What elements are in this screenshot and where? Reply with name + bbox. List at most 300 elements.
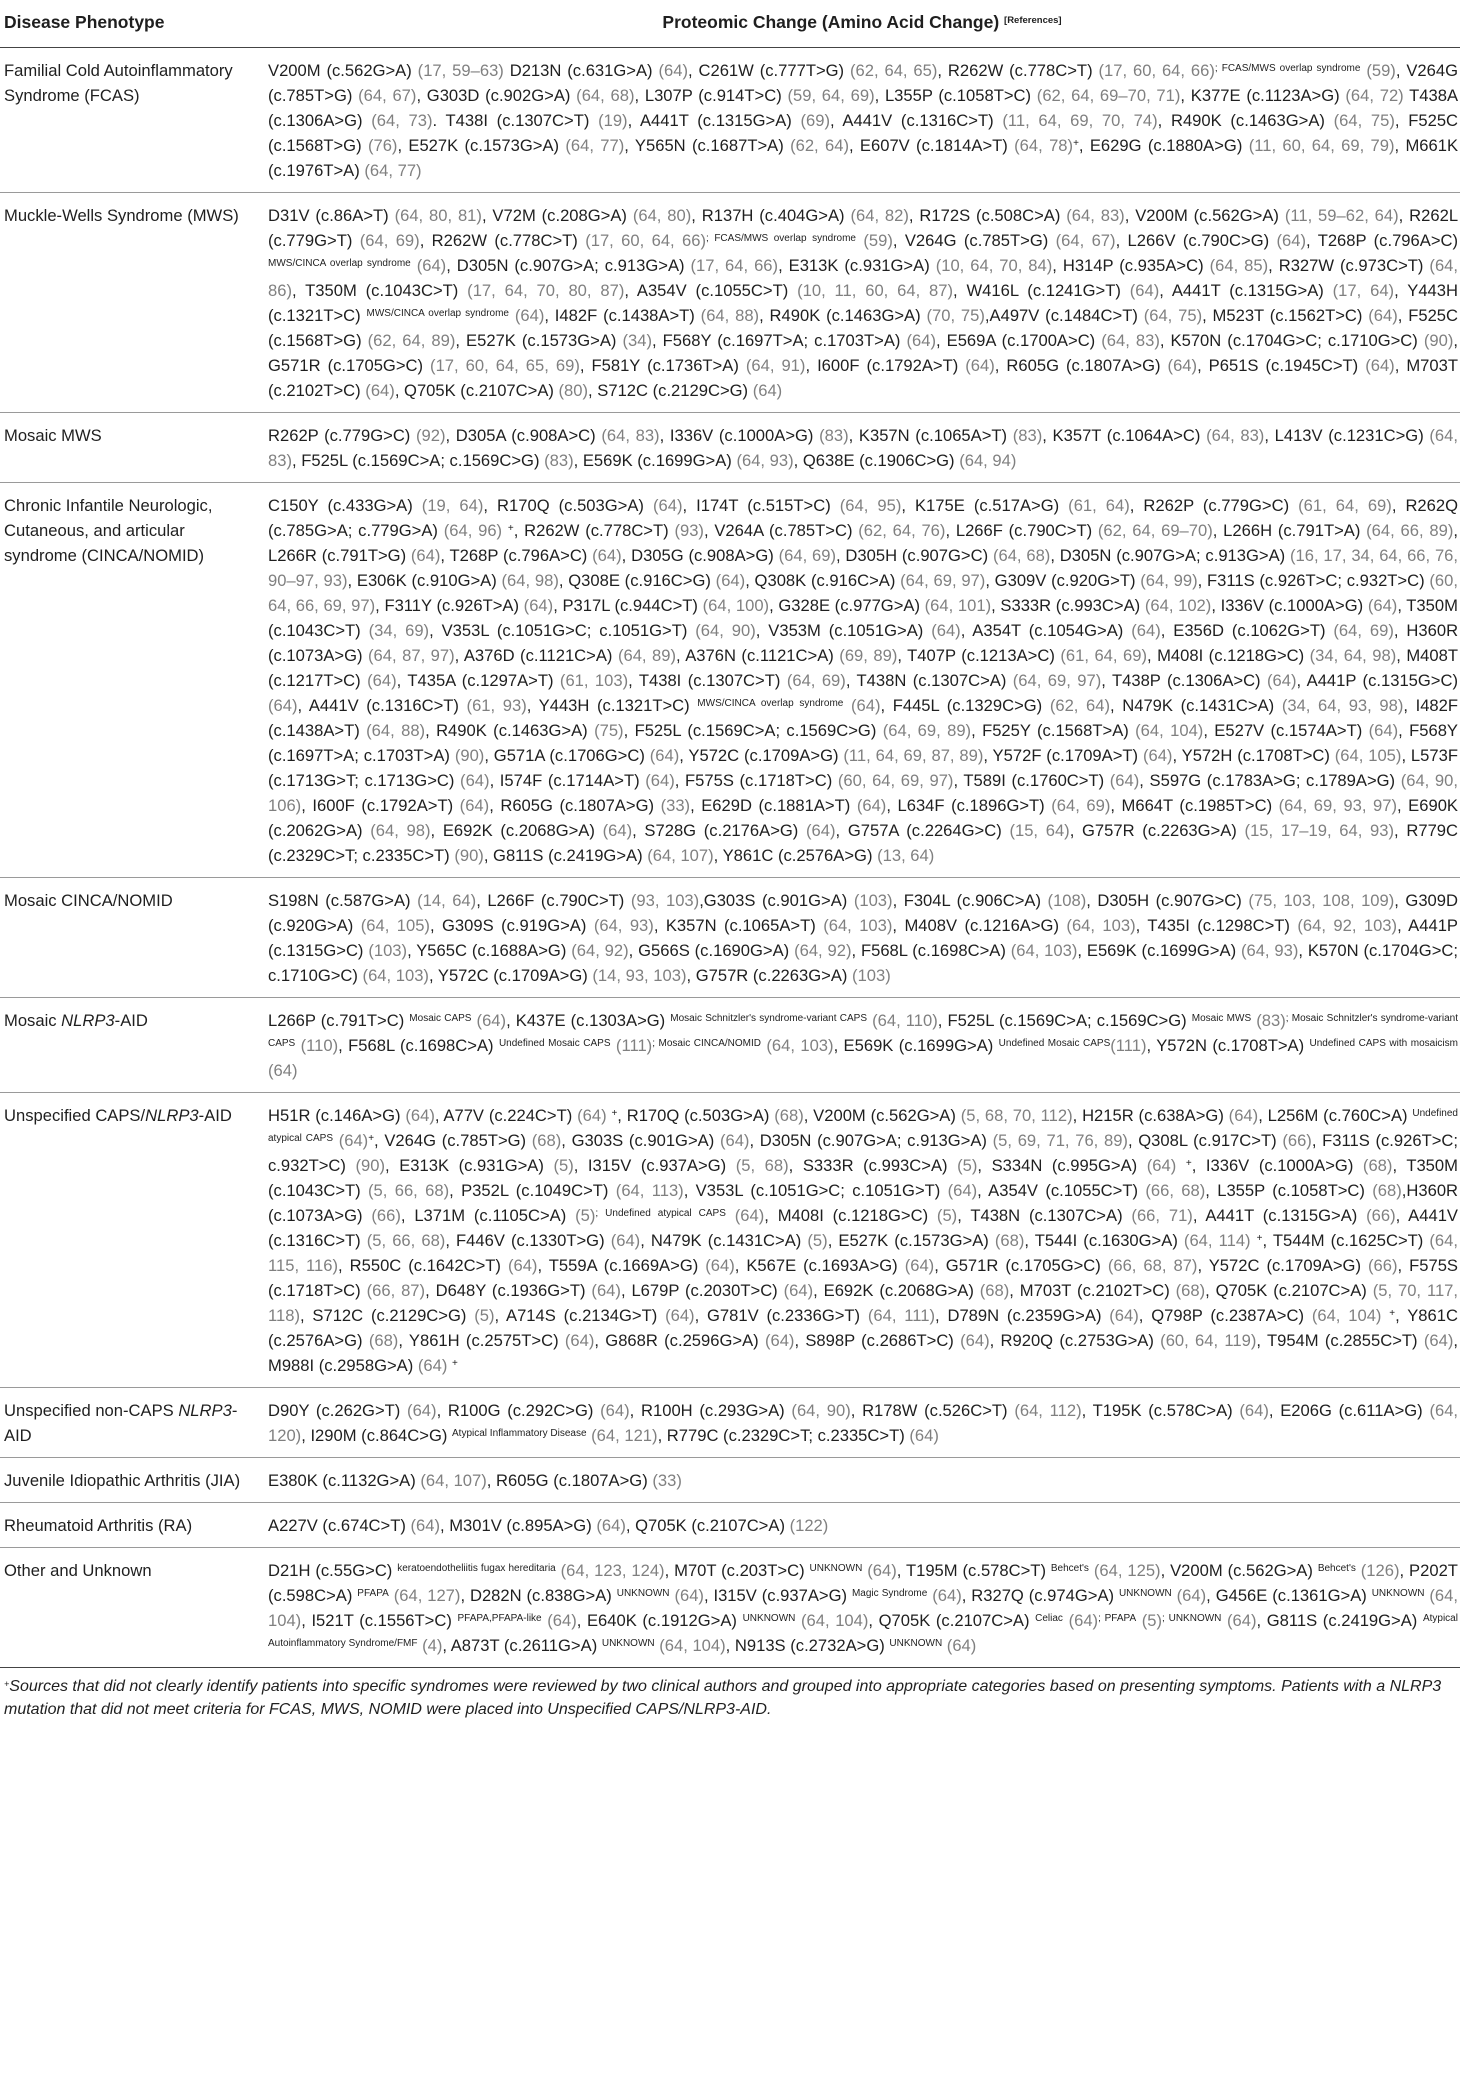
mutation-text: , S333R (c.993C>A) — [991, 596, 1145, 615]
reference-citation: (5, 68) — [735, 1156, 789, 1175]
reference-citation: (64) — [1129, 281, 1160, 300]
reference-citation: (64) — [649, 746, 680, 765]
mutation-text: , T559A (c.1669A>G) — [537, 1256, 706, 1275]
mutation-text: , S597G (c.1783A>G; c.1789A>G) — [1139, 771, 1401, 790]
reference-citation: (64, 80) — [632, 206, 692, 225]
reference-citation: (34) — [622, 331, 652, 350]
reference-citation: (64) — [405, 1106, 435, 1125]
reference-citation: (60, 64, 69, 97) — [837, 771, 954, 790]
mutation-text: A227V (c.674C>T) — [268, 1516, 411, 1535]
reference-citation: (64, 77) — [565, 136, 625, 155]
reference-citation: (64) — [850, 696, 881, 715]
mutation-text: , R100H (c.293G>A) — [629, 1401, 792, 1420]
phenotype-text: Mosaic MWS — [4, 426, 102, 445]
mutation-text: , A441T (c.1315G>A) — [1192, 1206, 1367, 1225]
reference-citation: (64) — [1131, 621, 1161, 640]
mutation-text: , T435A (c.1297A>T) — [396, 671, 560, 690]
disease-phenotype-cell — [0, 1503, 264, 1548]
reference-citation: (64, 127) — [393, 1586, 461, 1605]
mutation-text: , F525L (c.1569C>A; c.1569C>G) — [623, 721, 883, 740]
reference-citation: (64, 86) — [268, 256, 1459, 300]
table-row — [0, 483, 1460, 878]
reference-citation: (64, 77) — [364, 161, 422, 180]
table-footnote — [0, 1668, 1460, 1721]
mutation-text: , I521T (c.1556T>C) — [301, 1611, 458, 1630]
mutation-text: , V264A (c.785T>C) — [703, 521, 859, 540]
reference-citation: (64, 69) — [786, 671, 846, 690]
mutation-text: , T350M (c.1043C>T) — [268, 596, 1458, 640]
table-row — [0, 193, 1460, 413]
phenotype-superscript: MWS/CINCA overlap syndrome — [366, 308, 509, 319]
table-header-row — [0, 4, 1460, 48]
reference-citation: (64) — [715, 571, 746, 590]
mutation-text: , V72M (c.208G>A) — [481, 206, 633, 225]
mutation-text: . T438I (c.1307C>T) — [432, 111, 599, 130]
reference-citation: (59) — [1366, 61, 1396, 80]
reference-citation: (11, 64, 69, 70, 74) — [1002, 111, 1158, 130]
footnote-text: Sources that did not clearly identify patients into specific syndromes were reviewed by two clinical authors and grouped into appropriate categories based on presenting symptoms. Patients with a NLRP3 mutation that did not meet criteria for FCAS, MWS, NOMID were placed into Unspecified CAPS/NLRP3-AID. — [4, 1678, 1442, 1718]
proteomic-change-cell — [264, 48, 1460, 193]
mutation-text: , E206G (c.611A>G) — [1268, 1401, 1430, 1420]
mutation-text: , A441P (c.1315G>C) — [268, 916, 1458, 960]
mutation-text: , A354V (c.1055C>T) — [624, 281, 798, 300]
reference-citation: (90) — [355, 1156, 386, 1175]
mutation-text: , T438I (c.1307C>T) — [628, 671, 787, 690]
reference-citation: (64) — [906, 331, 936, 350]
reference-citation: (66) — [1282, 1131, 1312, 1150]
mutation-text: , M703T (c.2102T>C) — [1009, 1281, 1176, 1300]
reference-citation: (64) — [1368, 721, 1399, 740]
reference-citation: (83) — [1012, 426, 1043, 445]
phenotype-text: Unspecified CAPS/ — [4, 1106, 146, 1125]
proteomic-change-cell — [264, 483, 1460, 878]
mutation-text: , Y565C (c.1688A>G) — [407, 941, 572, 960]
reference-citation: (64, 121) — [591, 1426, 658, 1445]
reference-citation: (62, 64, 76) — [858, 521, 946, 540]
mutation-text: , G757R (c.2263G>A) — [1069, 821, 1245, 840]
mutation-text: , F525C (c.1568T>G) — [268, 306, 1459, 350]
phenotype-superscript: + — [1073, 138, 1079, 149]
mutation-text: , T954M (c.2855C>T) — [1256, 1331, 1424, 1350]
mutation-text: , Y861H (c.2575T>C) — [398, 1331, 565, 1350]
reference-citation: (64, 102) — [1144, 596, 1212, 615]
phenotype-superscript: Undefined atypical CAPS — [268, 1108, 1458, 1144]
reference-citation: (64) — [1239, 1401, 1269, 1420]
mutation-text: , I482F (c.1438A>T) — [268, 696, 1459, 740]
reference-citation: (64, 69, 97) — [900, 571, 986, 590]
mutation-text: , F525Y (c.1568T>A) — [971, 721, 1136, 740]
reference-citation: (62, 64, 69–70, 71) — [1036, 86, 1181, 105]
phenotype-superscript: ; Undefined atypical CAPS — [595, 1208, 726, 1219]
mutation-text: , A441V (c.1316C>T) — [830, 111, 1003, 130]
reference-citation: (64) — [523, 596, 554, 615]
gene-name-italic: NLRP3 — [145, 1106, 199, 1125]
mutation-text: , Y565N (c.1687T>A) — [624, 136, 791, 155]
reference-citation: (111) — [1110, 1036, 1147, 1055]
mutation-text — [843, 696, 851, 715]
mutation-text: , A441V (c.1316C>T) — [268, 1206, 1459, 1250]
mutation-text: , G303D (c.902G>A) — [416, 86, 577, 105]
mutation-text: , L679P (c.2030T>C) — [620, 1281, 784, 1300]
reference-citation: (64, 69, 89) — [882, 721, 972, 740]
reference-citation: (64) — [1267, 671, 1297, 690]
reference-citation: (64, 87, 97) — [368, 646, 455, 665]
reference-citation: (64) — [783, 1281, 814, 1300]
footnote-marker: + — [4, 1679, 10, 1689]
reference-citation: (64) — [965, 356, 995, 375]
reference-citation: (10, 11, 60, 64, 87) — [797, 281, 954, 300]
reference-citation: (64, 67) — [358, 86, 417, 105]
mutation-text: , E629D (c.1881A>T) — [690, 796, 857, 815]
reference-citation: (64) — [476, 1011, 507, 1030]
mutation-text: , M988I (c.2958G>A) — [268, 1331, 1458, 1375]
mutation-text: , I336V (c.1000A>G) — [1211, 596, 1368, 615]
proteomic-change-cell — [264, 1388, 1460, 1458]
reference-citation: (68) — [979, 1281, 1010, 1300]
reference-citation: (64) — [460, 771, 490, 790]
header-disease-phenotype: Disease Phenotype — [0, 4, 264, 48]
header-references-superscript: [References] — [1004, 15, 1062, 26]
reference-citation: (64) — [856, 796, 887, 815]
table-row — [0, 878, 1460, 998]
mutation-text: , E569K (c.1699G>A) — [1077, 941, 1241, 960]
mutation-text: , S333R (c.993C>A) — [788, 1156, 958, 1175]
mutation-text: , L266F (c.790C>T) — [945, 521, 1098, 540]
reference-citation: (66) — [371, 1206, 401, 1225]
mutation-text: V200M (c.562G>A) — [268, 61, 418, 80]
mutation-text: , Y443H (c.1321T>C) — [526, 696, 698, 715]
reference-citation: (64) — [600, 1401, 630, 1420]
reference-citation: (64) — [658, 61, 688, 80]
disease-phenotype-cell — [0, 1458, 264, 1503]
reference-citation: (64) — [1146, 1156, 1177, 1175]
phenotype-superscript: UNKNOWN — [889, 1638, 943, 1649]
mutation-text: , F525C (c.1568T>G) — [268, 111, 1459, 155]
reference-citation: (34, 64, 93, 98) — [1281, 696, 1404, 715]
reference-citation: (64, 104) — [659, 1636, 726, 1655]
mutation-text: , M408I (c.1218G>C) — [764, 1206, 937, 1225]
mutation-text: , I336V (c.1000A>G) — [1191, 1156, 1363, 1175]
mutation-text: , Q705K (c.2107C>A) — [868, 1611, 1036, 1630]
mutation-text: , A354T (c.1054G>A) — [960, 621, 1132, 640]
reference-citation: (64) — [909, 1426, 939, 1445]
disease-phenotype-cell — [0, 1388, 264, 1458]
mutation-text: , R172S (c.508C>A) — [908, 206, 1067, 225]
reference-citation: (64, 99) — [1140, 571, 1198, 590]
mutation-text — [1176, 1156, 1186, 1175]
mutation-text: , A441T (c.1315G>A) — [1159, 281, 1333, 300]
reference-citation: (13, 64) — [877, 846, 935, 865]
reference-citation: (64, 82) — [850, 206, 909, 225]
reference-citation: (64) — [1228, 1106, 1259, 1125]
reference-citation: (64, 104) — [268, 1586, 1458, 1630]
mutation-text: , R920Q (c.2753G>A) — [989, 1331, 1161, 1350]
phenotype-superscript: ; UNKNOWN — [1162, 1613, 1222, 1624]
reference-citation: (83) — [819, 426, 849, 445]
mutation-text: , F445L (c.1329C>G) — [880, 696, 1050, 715]
mutation-text: , E356D (c.1062G>T) — [1160, 621, 1334, 640]
phenotype-text: Chronic Infantile Neurologic, Cutaneous, and articular syndrome (CINCA/NOMID) — [4, 496, 213, 565]
phenotype-text: Unspecified non-CAPS — [4, 1401, 179, 1420]
reference-citation: (68) — [1175, 1281, 1206, 1300]
reference-citation: (64, 90) — [791, 1401, 851, 1420]
disease-phenotype-cell — [0, 1093, 264, 1388]
mutation-text: , P651S (c.1945C>T) — [1197, 356, 1366, 375]
mutation-text: , E313K (c.931G>A) — [778, 256, 936, 275]
mutation-text: , G571A (c.1706G>C) — [484, 746, 650, 765]
reference-citation: (14, 64) — [417, 891, 477, 910]
reference-citation: (64) — [1109, 771, 1140, 790]
reference-citation: (64) — [1276, 231, 1307, 250]
mutation-text: , K175E (c.517A>G) — [901, 496, 1069, 515]
reference-citation: (64, 96) — [443, 521, 503, 540]
mutation-text: , I336V (c.1000A>G) — [659, 426, 820, 445]
phenotype-superscript: ; Mosaic Schnitzler's syndrome-variant CAPS — [268, 1013, 1458, 1049]
reference-citation: (66) — [1366, 1206, 1396, 1225]
reference-citation: (64, 113) — [615, 1181, 684, 1200]
reference-citation: (59) — [863, 231, 893, 250]
reference-citation: (17, 64, 70, 80, 87) — [467, 281, 625, 300]
mutation-text — [726, 1206, 735, 1225]
mutation-text: , H314P (c.935A>C) — [1052, 256, 1210, 275]
reference-citation: (5, 66, 68) — [366, 1231, 446, 1250]
mutation-text: , M70T (c.203T>C) — [664, 1561, 810, 1580]
proteomic-change-cell — [264, 1458, 1460, 1503]
mutation-text: , R490K (c.1463G>A) — [759, 306, 927, 325]
reference-citation: (64) — [416, 256, 447, 275]
reference-citation: (68) — [368, 1331, 399, 1350]
mutation-text: , K357N (c.1065A>T) — [653, 916, 824, 935]
mutation-text: C150Y (c.433G>A) — [268, 496, 422, 515]
mutation-text: , F525L (c.1569C>A; c.1569C>G) — [937, 1011, 1192, 1030]
gene-name-italic: NLRP3 — [61, 1011, 115, 1030]
reference-citation: (64) — [652, 496, 683, 515]
mutation-text: , F568L (c.1698C>A) — [338, 1036, 499, 1055]
phenotype-superscript: + — [1185, 1158, 1192, 1169]
mutation-text: , D305H (c.907G>C) — [1086, 891, 1249, 910]
disease-phenotype-cell — [0, 193, 264, 413]
reference-citation: (64) — [365, 381, 395, 400]
mutation-text: , R262P (c.779G>C) — [1129, 496, 1299, 515]
mutation-text: , K377E (c.1123A>G) — [1180, 86, 1346, 105]
mutation-text: , M408T (c.1217T>C) — [268, 646, 1459, 690]
mutation-text: , V353L (c.1051G>C; c.1051G>T) — [683, 1181, 948, 1200]
mutation-text: ,A497V (c.1484C>T) — [984, 306, 1144, 325]
mutation-text: , R262W (c.778C>T) — [419, 231, 586, 250]
mutation-text: , E527K (c.1573G>A) — [827, 1231, 995, 1250]
reference-citation: (66, 68) — [1145, 1181, 1206, 1200]
mutation-text: , T589I (c.1760C>T) — [953, 771, 1110, 790]
phenotype-superscript: Behcet's — [1317, 1563, 1356, 1574]
mutation-text: , M664T (c.1985T>C) — [1110, 796, 1279, 815]
disease-phenotype-cell — [0, 413, 264, 483]
mutation-text: , D305N (c.907G>A; c.913G>A) — [446, 256, 691, 275]
mutation-text: , T268P (c.796A>C) — [440, 546, 593, 565]
reference-citation: (61, 64, 69) — [1298, 496, 1392, 515]
mutation-text: , S712C (c.2129C>G) — [588, 381, 753, 400]
phenotype-superscript: Mosaic MWS — [1191, 1013, 1252, 1024]
phenotype-superscript: keratoendotheliitis fugax hereditaria — [397, 1563, 556, 1574]
reference-citation: (64, 83) — [1101, 331, 1160, 350]
reference-citation: (64) — [960, 1331, 990, 1350]
mutation-text: , Y572C (c.1709A>G) — [1197, 1256, 1368, 1275]
disease-phenotype-cell — [0, 48, 264, 193]
mutation-text: , T407P (c.1213A>C) — [897, 646, 1061, 665]
reference-citation: (10, 64, 70, 84) — [935, 256, 1053, 275]
mutation-text: , S728G (c.2176A>G) — [632, 821, 807, 840]
reference-citation: (59, 64, 69) — [787, 86, 875, 105]
mutation-text: , I290M (c.864C>G) — [301, 1426, 453, 1445]
reference-citation: (64, 105) — [1334, 746, 1402, 765]
mutation-text: , S898P (c.2686T>C) — [794, 1331, 961, 1350]
mutation-text: , F568Y (c.1697T>A; c.1703T>A) — [268, 721, 1459, 765]
mutation-text: , V353L (c.1051G>C; c.1051G>T) — [429, 621, 696, 640]
reference-citation: (60, 64, 66, 69, 97) — [268, 571, 1458, 615]
mutation-text: , T435I (c.1298C>T) — [1135, 916, 1298, 935]
reference-citation: (90) — [454, 746, 485, 765]
table-row — [0, 1458, 1460, 1503]
table-row — [0, 998, 1460, 1093]
mutation-text: , T544M (c.1625C>T) — [1262, 1231, 1430, 1250]
reference-citation: (68) — [1362, 1156, 1393, 1175]
reference-citation: (80) — [558, 381, 589, 400]
reference-citation: (64, 92) — [794, 941, 852, 960]
reference-citation: (64) — [1142, 746, 1173, 765]
mutation-text: , L266V (c.790C>G) — [1115, 231, 1277, 250]
mutation-text: , E692K (c.2068G>A) — [430, 821, 603, 840]
reference-citation: (61, 64, 69) — [1060, 646, 1147, 665]
reference-citation: (64) — [946, 1636, 977, 1655]
mutation-text: ,H360R (c.1073A>G) — [268, 1181, 1459, 1225]
mutation-text: , I600F (c.1792A>T) — [301, 796, 460, 815]
mutation-text: , E527K (c.1573G>A) — [455, 331, 623, 350]
mutation-text: , F311Y (c.926T>A) — [375, 596, 524, 615]
mutation-text: , A441P (c.1315G>C) — [1296, 671, 1459, 690]
table-row — [0, 48, 1460, 193]
reference-citation: (64) — [564, 1331, 595, 1350]
reference-citation: (14, 93, 103) — [592, 966, 687, 985]
reference-citation: (64, 66, 89) — [1366, 521, 1454, 540]
reference-citation: (103) — [853, 891, 893, 910]
phenotype-superscript: ; PFAPA — [1098, 1613, 1137, 1624]
phenotype-text: -AID — [4, 1401, 238, 1445]
mutation-text: , E569A (c.1700A>C) — [935, 331, 1102, 350]
mutation-text: , F568L (c.1698C>A) — [851, 941, 1011, 960]
reference-citation: (83) — [1256, 1011, 1286, 1030]
reference-citation: (64) — [268, 1061, 298, 1080]
proteomic-change-cell — [264, 998, 1460, 1093]
mutation-text: , M523T (c.1562T>C) — [1202, 306, 1369, 325]
mutation-text: , V264G (c.785T>G) — [374, 1131, 532, 1150]
mutation-text: , L413V (c.1231C>G) — [1264, 426, 1430, 445]
reference-citation: (64) — [367, 671, 397, 690]
reference-citation: (69, 89) — [839, 646, 898, 665]
reference-citation: (64, 112) — [1014, 1401, 1082, 1420]
table-row — [0, 1503, 1460, 1548]
reference-citation: (66, 87) — [366, 1281, 426, 1300]
mutation-text: , A376D (c.1121C>A) — [454, 646, 618, 665]
mutation-text: S198N (c.587G>A) — [268, 891, 418, 910]
mutation-text: , D789N (c.2359G>A) — [935, 1306, 1110, 1325]
reference-citation: (64) — [514, 306, 545, 325]
mutation-text: D213N (c.631G>A) — [503, 61, 659, 80]
reference-citation: (64) — [947, 1181, 978, 1200]
mutation-text: , G309D (c.920G>A) — [268, 891, 1458, 935]
mutation-text: , T438N (c.1307C>A) — [957, 1206, 1132, 1225]
mutation-text: , L307P (c.914T>C) — [634, 86, 788, 105]
mutation-text: , F575S (c.1718T>C) — [268, 1256, 1458, 1300]
mutation-text: , I574F (c.1714A>T) — [489, 771, 646, 790]
reference-citation: (64) — [410, 546, 441, 565]
table-row — [0, 1388, 1460, 1458]
table-row — [0, 413, 1460, 483]
mutation-text: , T544I (c.1630G>A) — [1024, 1231, 1184, 1250]
mutation-text: , R490K (c.1463G>A) — [425, 721, 595, 740]
mutation-text: , Y861C (c.2576A>G) — [713, 846, 878, 865]
mutation-text: , V264G (c.785T>G) — [892, 231, 1056, 250]
reference-citation: (90) — [454, 846, 484, 865]
mutation-text: , Y443H (c.1321T>C) — [268, 281, 1458, 325]
reference-citation: (64) — [867, 1561, 897, 1580]
mutation-text: , M703T (c.2102T>C) — [268, 356, 1458, 400]
reference-citation: (17, 64, 66) — [690, 256, 779, 275]
mutation-text: , Y572H (c.1708T>C) — [1172, 746, 1335, 765]
mutation-text: H51R (c.146A>G) — [268, 1106, 406, 1125]
phenotype-superscript: Undefined Mosaic CAPS — [498, 1038, 611, 1049]
reference-citation: (34, 69) — [368, 621, 430, 640]
mutation-text: , C261W (c.777T>G) — [687, 61, 850, 80]
mutation-text: D90Y (c.262G>T) — [268, 1401, 408, 1420]
reference-citation: (64) — [547, 1611, 577, 1630]
reference-citation: (61, 93) — [466, 696, 527, 715]
reference-citation: (110) — [300, 1036, 339, 1055]
reference-citation: (64, 98) — [501, 571, 559, 590]
reference-citation: (64, 114) — [1183, 1231, 1251, 1250]
reference-citation: (64, 89) — [617, 646, 677, 665]
proteomic-change-cell — [264, 193, 1460, 413]
mutation-text: , R100G (c.292C>G) — [436, 1401, 601, 1420]
reference-citation: (64) — [268, 696, 298, 715]
reference-citation: (64, 75) — [1143, 306, 1203, 325]
proteomic-change-cell — [264, 1093, 1460, 1388]
phenotype-superscript: Undefined Mosaic CAPS — [998, 1038, 1111, 1049]
reference-citation: (64) — [338, 1131, 369, 1150]
reference-citation: (64) — [764, 1331, 795, 1350]
proteomic-change-cell — [264, 1548, 1460, 1668]
mutation-text: , L355P (c.1058T>C) — [1205, 1181, 1373, 1200]
phenotype-superscript: UNKNOWN — [616, 1588, 670, 1599]
phenotype-superscript: ; FCAS/MWS overlap syndrome — [706, 233, 856, 244]
mutation-text: L266P (c.791T>C) — [268, 1011, 410, 1030]
mutation-text: , G309V (c.920G>T) — [985, 571, 1141, 590]
mutation-text: , M408I (c.1218G>C) — [1146, 646, 1310, 665]
mutation-text: , K357N (c.1065A>T) — [848, 426, 1013, 445]
reference-citation: (64, 90) — [695, 621, 756, 640]
reference-citation: (64, 110) — [872, 1011, 938, 1030]
proteomic-change-cell — [264, 413, 1460, 483]
reference-citation: (64) — [1423, 1331, 1454, 1350]
mutation-text: , R327W (c.973C>T) — [1268, 256, 1430, 275]
mutation-text: , E692K (c.2068G>A) — [813, 1281, 980, 1300]
reference-citation: (64, 105) — [360, 916, 430, 935]
mutation-text: , R178W (c.526C>T) — [850, 1401, 1015, 1420]
reference-citation: (64) — [734, 1206, 765, 1225]
mutation-text: R262P (c.779G>C) — [268, 426, 416, 445]
mutation-text: , R490K (c.1463G>A) — [1157, 111, 1334, 130]
reference-citation: (64, 103) — [823, 916, 893, 935]
mutation-text: , R550C (c.1642C>T) — [338, 1256, 508, 1275]
table-body — [0, 48, 1460, 1668]
